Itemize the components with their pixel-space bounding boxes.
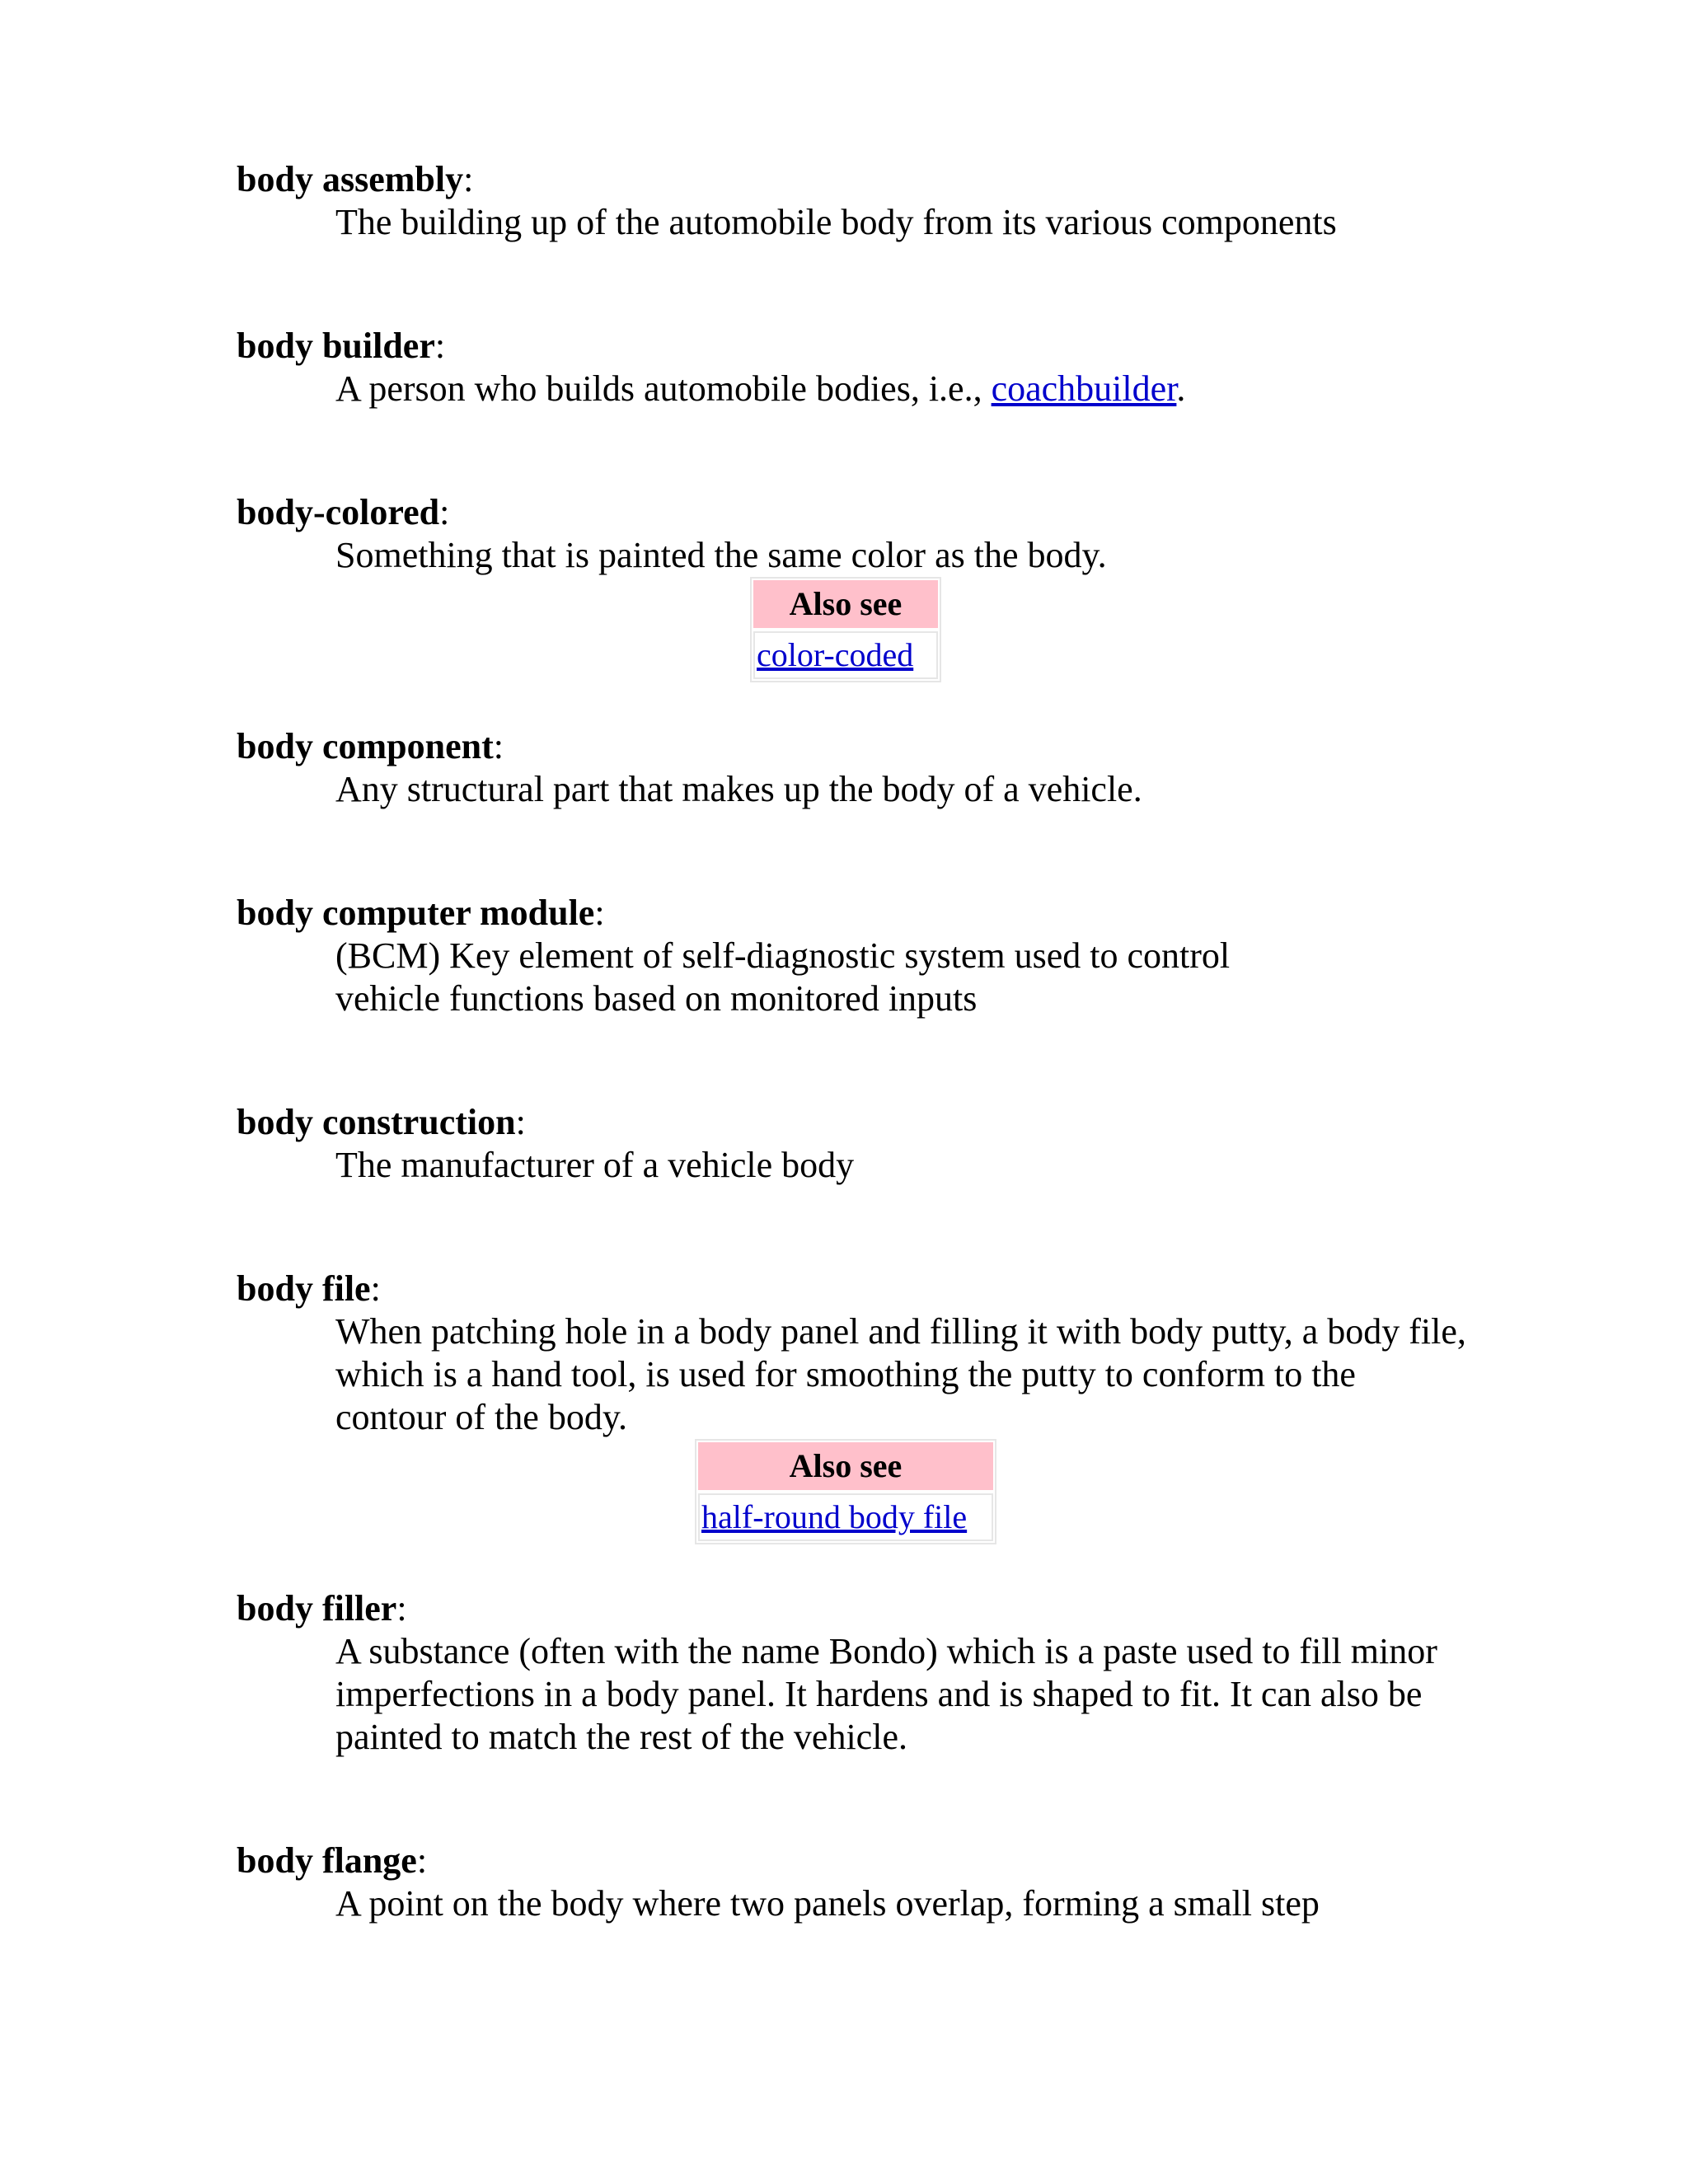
colon: : (434, 326, 446, 366)
entry-body-colored (237, 491, 1473, 577)
coachbuilder-link[interactable]: coachbuilder (991, 368, 1177, 409)
colon: : (416, 1840, 428, 1881)
definition (335, 368, 1473, 410)
definition: (BCM) Key element of self-diagnostic system used to control vehicle functions based on monitored inputs (335, 935, 1231, 1019)
term: body file (237, 1268, 371, 1309)
term: body assembly (237, 159, 464, 199)
entry-body-file (237, 1268, 1473, 1439)
definition-text: A person who builds automobile bodies, i.e., (335, 368, 992, 409)
entry-body-flange (237, 1840, 1473, 1925)
definition: A substance (often with the name Bondo) which is a paste used to fill minor imperfections in a body panel. It hardens and is shaped to fit. It can also be painted to match the rest of the vehicle. (335, 1631, 1437, 1757)
see-also-box (750, 577, 941, 682)
definition: The building up of the automobile body from its various components (335, 202, 1337, 242)
entry-body-computer-module (237, 892, 1473, 1020)
entry-body-assembly (237, 158, 1473, 244)
colon: : (493, 726, 504, 766)
half-round-body-file-link[interactable]: half-round body file (701, 1498, 968, 1535)
term: body filler (237, 1588, 397, 1629)
term: body builder (237, 326, 435, 366)
colon: : (594, 893, 605, 933)
colon: : (439, 492, 450, 532)
see-also-header: Also see (753, 580, 938, 628)
term: body computer module (237, 893, 595, 933)
term: body component (237, 726, 494, 766)
definition: Something that is painted the same color as the body. (335, 535, 1107, 575)
colon: : (396, 1588, 407, 1629)
colon: : (370, 1268, 381, 1309)
see-also-box (695, 1439, 996, 1544)
entry-body-filler (237, 1587, 1473, 1759)
definition: When patching hole in a body panel and filling it with body putty, a body file, which is a hand tool, is used for smoothing the putty to conform to the contour of the body. (335, 1311, 1466, 1437)
colon: : (463, 159, 474, 199)
see-also-cell (698, 1493, 993, 1541)
definition: The manufacturer of a vehicle body (335, 1145, 855, 1185)
term: body-colored (237, 492, 440, 532)
entry-body-component (237, 725, 1473, 811)
entry-body-construction (237, 1101, 1473, 1187)
term: body construction (237, 1102, 516, 1142)
see-also-cell (753, 631, 938, 679)
entry-body-builder (237, 325, 1473, 410)
color-coded-link[interactable]: color-coded (757, 636, 914, 673)
definition-text-end: . (1176, 368, 1186, 409)
definition: Any structural part that makes up the body of a vehicle. (335, 769, 1142, 809)
colon: : (515, 1102, 526, 1142)
term: body flange (237, 1840, 417, 1881)
definition: A point on the body where two panels overlap, forming a small step (335, 1883, 1320, 1924)
see-also-header: Also see (698, 1442, 993, 1490)
